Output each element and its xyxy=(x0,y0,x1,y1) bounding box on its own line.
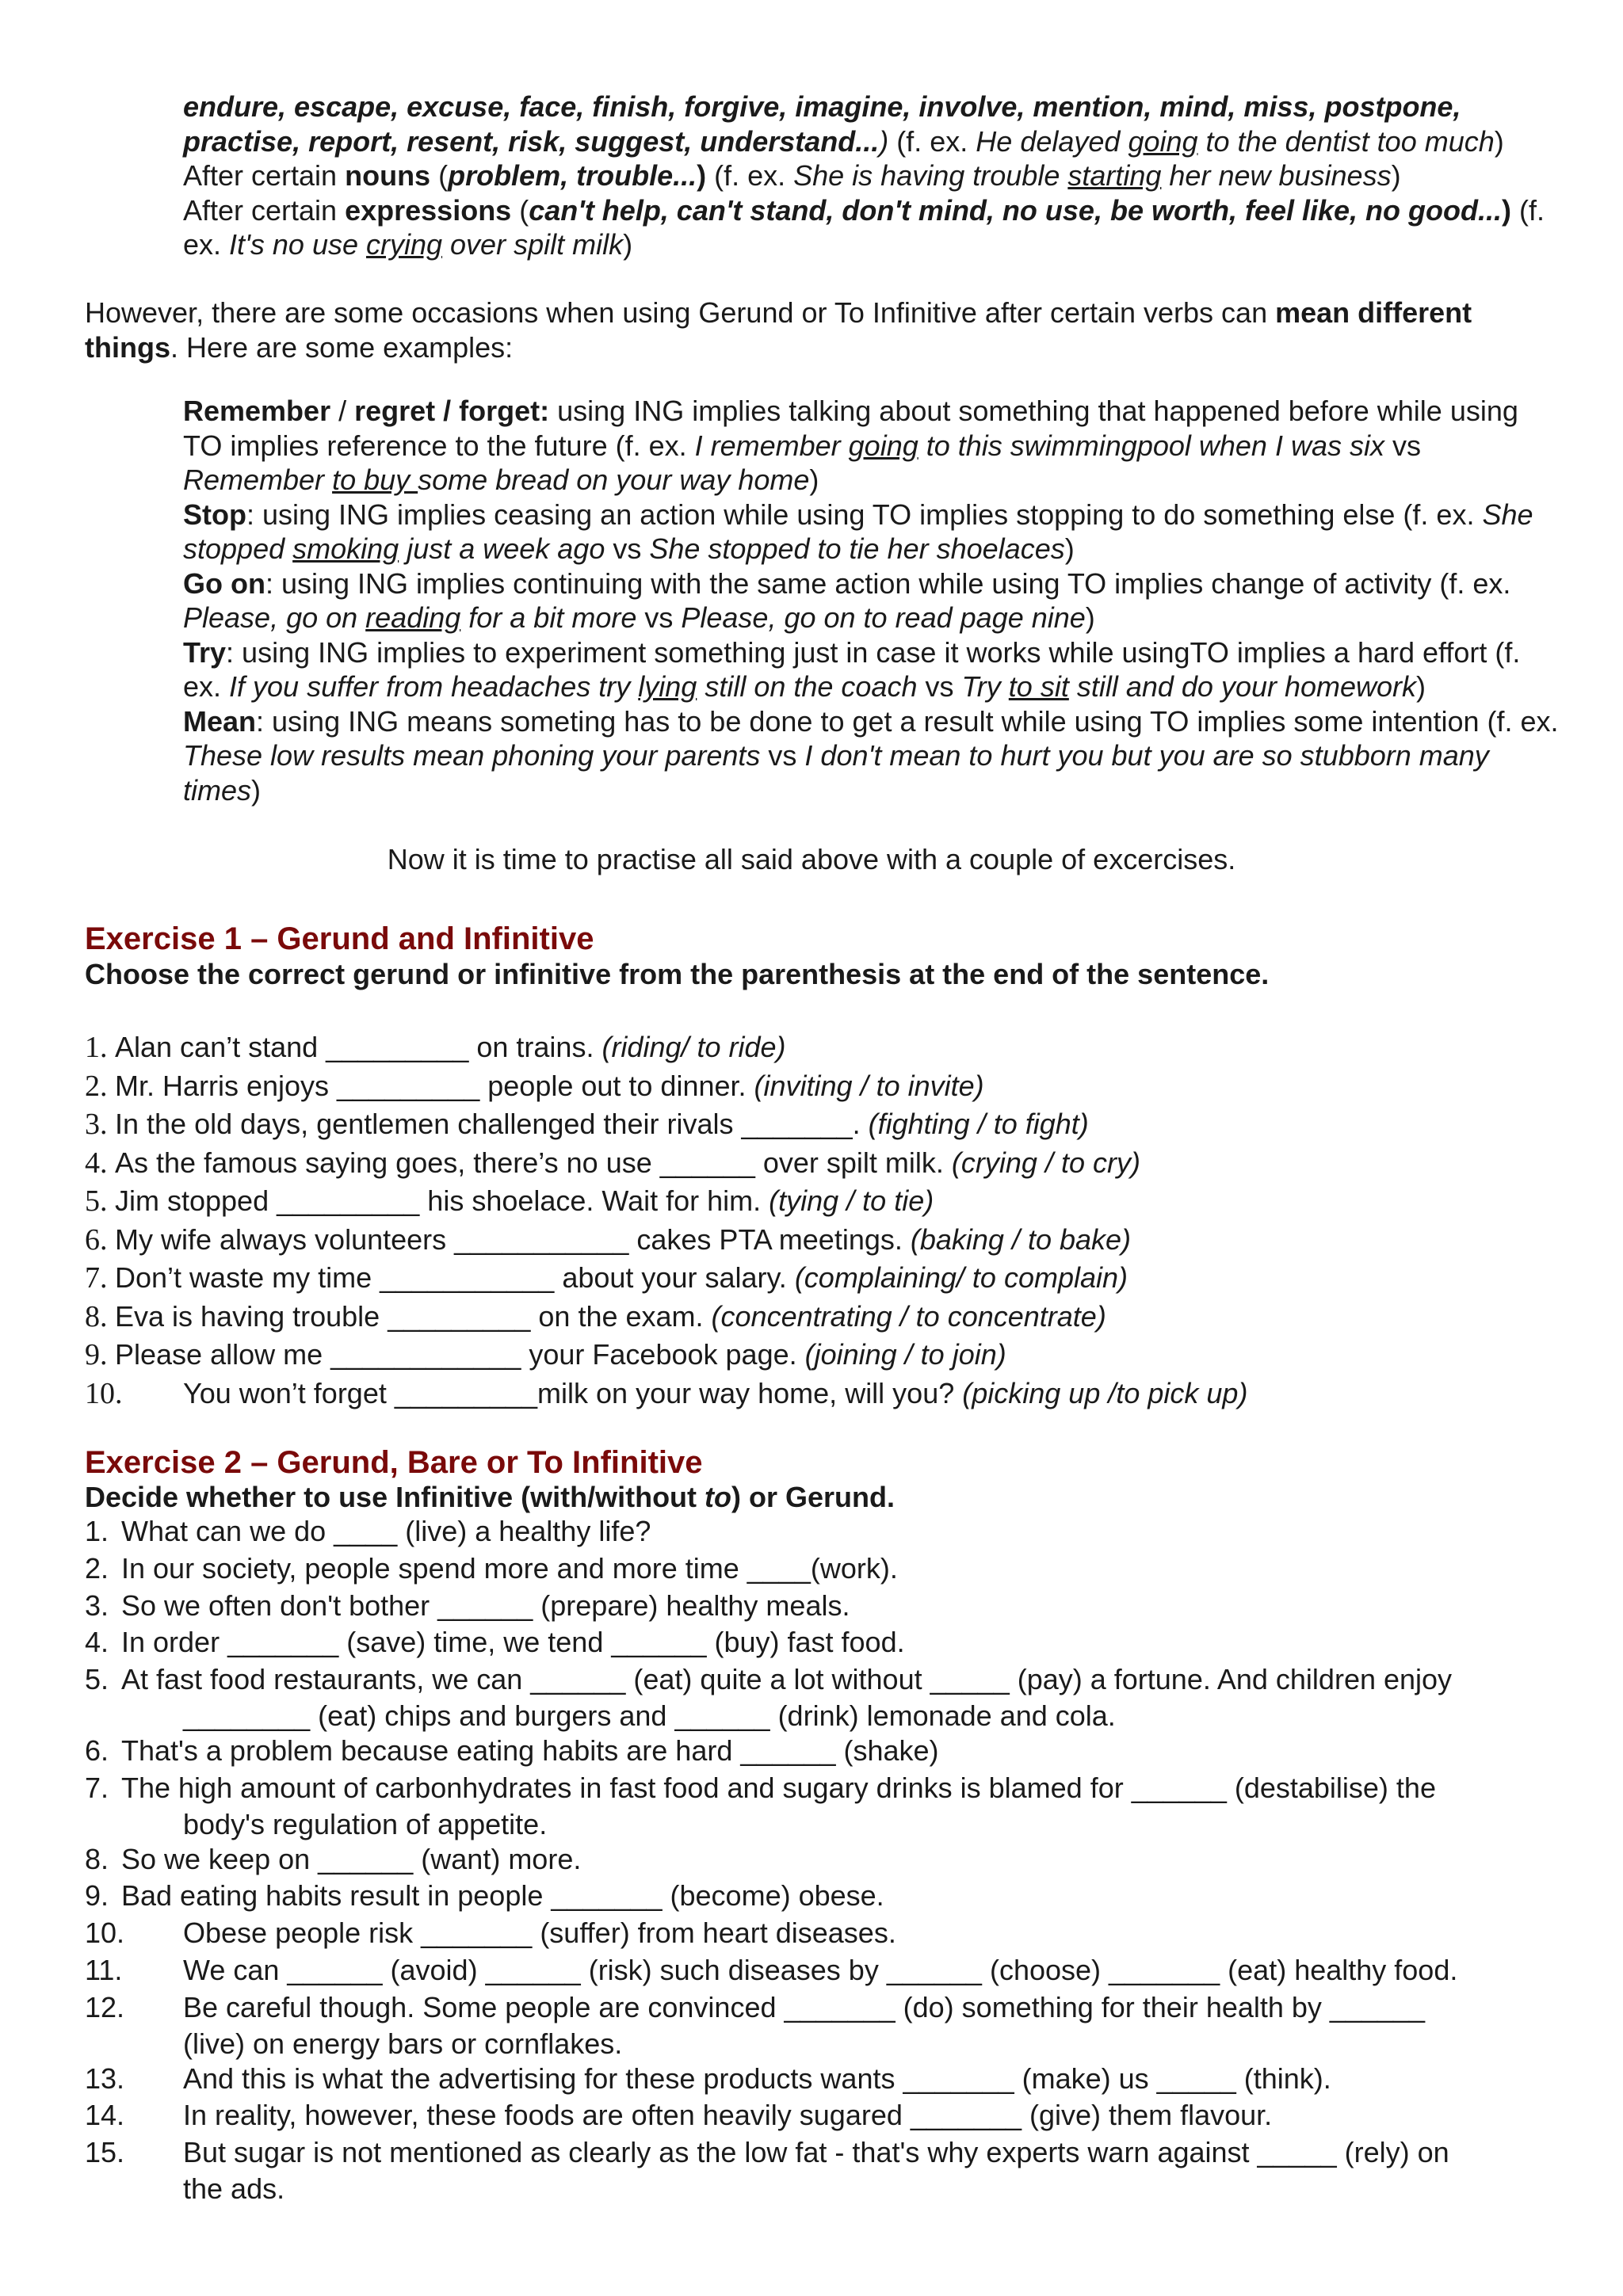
item-hint: (baking / to bake) xyxy=(910,1222,1132,1256)
item-sentence: Be careful though. Some people are convinced _______ (do) something for their health by ______ xyxy=(183,1990,1426,2023)
item-sentence: At fast food restaurants, we can ______ (eat) quite a lot without _____ (pay) a fortune. And children enjoy xyxy=(121,1663,1453,1696)
item-sentence: Don’t waste my time ___________ about your salary. xyxy=(115,1261,795,1294)
item-number: 6. xyxy=(85,1733,109,1767)
item-continuation: body's regulation of appetite. xyxy=(183,1807,548,1840)
exercise-1-item xyxy=(85,1182,1247,1221)
item-number: 15. xyxy=(85,2136,125,2169)
item-continuation: ________ (eat) chips and burgers and ______ (drink) lemonade and cola. xyxy=(183,1699,1116,1732)
verb-meanings xyxy=(183,394,1562,807)
item-sentence: In the old days, gentlemen challenged their rivals _______. xyxy=(115,1108,869,1140)
intro-verb-list: endure, escape, excuse, face, finish, forgive, imagine, involve, mention, mind, miss, postpone, practise, report, resent, risk, suggest, understand...) (f. ex. He delayed going to the dentist too much) After certain nouns (problem, trouble...) (f. ex. She is having trouble starting her new business) After certain expressions (can't help, can't stand, don't mind, no use, be worth, feel like, no good...) (f. ex. It's no use crying over spilt milk) xyxy=(183,90,1545,261)
item-number: 4. xyxy=(85,1146,108,1180)
item-sentence: Eva is having trouble _________ on the exam. xyxy=(115,1299,712,1333)
item-number: 14. xyxy=(85,2099,125,2132)
item-hint: (complaining/ to complain) xyxy=(794,1261,1128,1294)
intro-verb-list-line2: practise, report, resent, risk, suggest, understand... xyxy=(183,124,880,158)
item-sentence: In our society, people spend more and more time ____(work). xyxy=(121,1551,898,1585)
expressions-label: expressions xyxy=(345,193,512,227)
item-hint: (fighting / to fight) xyxy=(868,1108,1089,1140)
exercise-1-item xyxy=(85,1375,1247,1413)
item-number: 12. xyxy=(85,1990,125,2023)
item-hint: (riding/ to ride) xyxy=(601,1031,786,1063)
item-number: 6. xyxy=(85,1222,108,1257)
item-sentence: So we keep on ______ (want) more. xyxy=(121,1842,582,1875)
exercise-2-item xyxy=(85,1624,1457,1661)
exercise-2-item xyxy=(85,1661,1457,1733)
exercise-2-item xyxy=(85,1841,1457,1878)
item-number: 10. xyxy=(85,1917,125,1950)
item-continuation: the ads. xyxy=(183,2172,285,2205)
item-number: 8. xyxy=(85,1299,108,1333)
item-hint: (tying / to tie) xyxy=(769,1184,934,1217)
intro-verb-list-line1: endure, escape, excuse, face, finish, forgive, imagine, involve, mention, mind, miss, postpone, xyxy=(183,90,1461,123)
item-sentence: You won’t forget _________milk on your way home, will you? xyxy=(183,1376,963,1409)
exercise-1-item xyxy=(85,1298,1247,1337)
item-sentence: In reality, however, these foods are often heavily sugared _______ (give) them flavour. xyxy=(183,2099,1273,2132)
now-line: Now it is time to practise all said above with a couple of excercises. xyxy=(387,843,1236,875)
exercise-2-item xyxy=(85,1770,1457,1841)
exercise-1-item xyxy=(85,1144,1247,1183)
exercise-1-list xyxy=(85,1028,1247,1413)
item-sentence: We can ______ (avoid) ______ (risk) such diseases by ______ (choose) _______ (eat) healthy food. xyxy=(183,1953,1458,1986)
item-number: 5. xyxy=(85,1663,109,1696)
exercise-2-item xyxy=(85,1550,1457,1588)
item-sentence: In order _______ (save) time, we tend ______ (buy) fast food. xyxy=(121,1626,905,1659)
item-sentence: The high amount of carbonhydrates in fast food and sugary drinks is blamed for ______ (destabilise) the xyxy=(121,1771,1436,1804)
exercise-1-instruction: Choose the correct gerund or infinitive from the parenthesis at the end of the sentence. xyxy=(85,958,1270,990)
exercise-2-item xyxy=(85,1989,1457,2061)
exercise-2-item xyxy=(85,2097,1457,2134)
go-on-entry: Go on: using ING implies continuing with the same action while using TO implies change of activity (f. ex. Please, go on reading for a bit more vs Please, go on to read page nine) xyxy=(183,566,1511,634)
mean-entry: Mean: using ING means someting has to be done to get a result while using TO implies some intention (f. ex. These low results mean phoning your parents vs I don't mean to hurt you but you are so stubborn many times) xyxy=(183,704,1559,807)
item-number: 9. xyxy=(85,1879,109,1913)
item-sentence: Please allow me ____________ your Facebook page. xyxy=(115,1338,805,1371)
item-number: 4. xyxy=(85,1626,109,1659)
item-sentence: Jim stopped _________ his shoelace. Wait for him. xyxy=(115,1184,769,1217)
exercise-1-item xyxy=(85,1336,1247,1375)
item-hint: (concentrating / to concentrate) xyxy=(711,1299,1106,1333)
item-number: 2. xyxy=(85,1069,108,1103)
exercise-1-title: Exercise 1 – Gerund and Infinitive xyxy=(85,921,594,956)
however-paragraph: However, there are some occasions when using Gerund or To Infinitive after certain verbs can mean different things. Here are some examples: xyxy=(85,296,1472,364)
item-sentence: And this is what the advertising for these products wants _______ (make) us _____ (think). xyxy=(183,2061,1331,2095)
item-number: 1. xyxy=(85,1031,108,1064)
remember-entry: Remember / regret / forget: using ING implies talking about something that happened before while using TO implies reference to the future (f. ex. I remember going to this swimmingpool when I was six vs Remember to buy some bread on your way home) xyxy=(183,395,1518,496)
exercise-1-item xyxy=(85,1259,1247,1298)
try-entry: Try: using ING implies to experiment something just in case it works while usingTO implies a hard effort (f. ex. If you suffer from headaches try lying still on the coach vs Try to sit still and do your homework) xyxy=(183,635,1521,703)
item-number: 7. xyxy=(85,1771,109,1804)
item-hint: (crying / to cry) xyxy=(951,1146,1140,1179)
item-number: 11. xyxy=(85,1953,123,1986)
item-hint: (joining / to join) xyxy=(804,1338,1006,1371)
exercise-1-item xyxy=(85,1105,1247,1144)
exercise-2-list xyxy=(85,1513,1457,2206)
stop-entry: Stop: using ING implies ceasing an action while using TO implies stopping to do something else (f. ex. She stopped smoking just a week ago vs She stopped to tie her shoelaces) xyxy=(183,498,1533,565)
nouns-label: nouns xyxy=(345,159,431,192)
item-number: 9. xyxy=(85,1338,108,1371)
exercise-2-item xyxy=(85,1915,1457,1952)
item-hint: (picking up /to pick up) xyxy=(962,1376,1248,1409)
item-continuation: (live) on energy bars or cornflakes. xyxy=(183,2027,623,2060)
item-sentence: That's a problem because eating habits are hard ______ (shake) xyxy=(121,1733,939,1767)
item-sentence: My wife always volunteers ___________ cakes PTA meetings. xyxy=(115,1222,911,1256)
item-number: 3. xyxy=(85,1589,109,1622)
item-number: 2. xyxy=(85,1551,109,1585)
item-sentence: But sugar is not mentioned as clearly as the low fat - that's why experts warn against _____ (rely) on xyxy=(183,2136,1449,2169)
exercise-2-item xyxy=(85,1733,1457,1770)
exercise-2-title: Exercise 2 – Gerund, Bare or To Infinitive xyxy=(85,1445,703,1480)
item-sentence: Alan can’t stand _________ on trains. xyxy=(115,1031,602,1063)
item-number: 10. xyxy=(85,1376,123,1410)
item-number: 8. xyxy=(85,1842,109,1875)
exercise-2-instruction: Decide whether to use Infinitive (with/without to) or Gerund. xyxy=(85,1481,896,1513)
item-sentence: Obese people risk _______ (suffer) from heart diseases. xyxy=(183,1917,896,1950)
item-sentence: So we often don't bother ______ (prepare) healthy meals. xyxy=(121,1589,850,1622)
item-number: 5. xyxy=(85,1184,108,1218)
exercise-2-item xyxy=(85,1952,1457,1989)
exercise-1-item xyxy=(85,1028,1247,1067)
item-number: 1. xyxy=(85,1515,109,1547)
item-number: 3. xyxy=(85,1108,108,1141)
exercise-1-item xyxy=(85,1067,1247,1106)
item-number: 7. xyxy=(85,1261,108,1295)
exercise-1-item xyxy=(85,1221,1247,1260)
exercise-2-item xyxy=(85,1513,1457,1550)
item-number: 13. xyxy=(85,2061,125,2095)
item-sentence: Bad eating habits result in people _______ (become) obese. xyxy=(121,1879,884,1913)
exercise-2-item xyxy=(85,1878,1457,1915)
exercise-2-item xyxy=(85,1588,1457,1625)
item-sentence: Mr. Harris enjoys _________ people out to dinner. xyxy=(115,1069,754,1102)
item-sentence: What can we do ____ (live) a healthy life? xyxy=(121,1515,651,1547)
exercise-2-item xyxy=(85,2061,1457,2098)
item-hint: (inviting / to invite) xyxy=(754,1069,984,1102)
exercise-2-item xyxy=(85,2134,1457,2206)
item-sentence: As the famous saying goes, there’s no use ______ over spilt milk. xyxy=(115,1146,952,1179)
